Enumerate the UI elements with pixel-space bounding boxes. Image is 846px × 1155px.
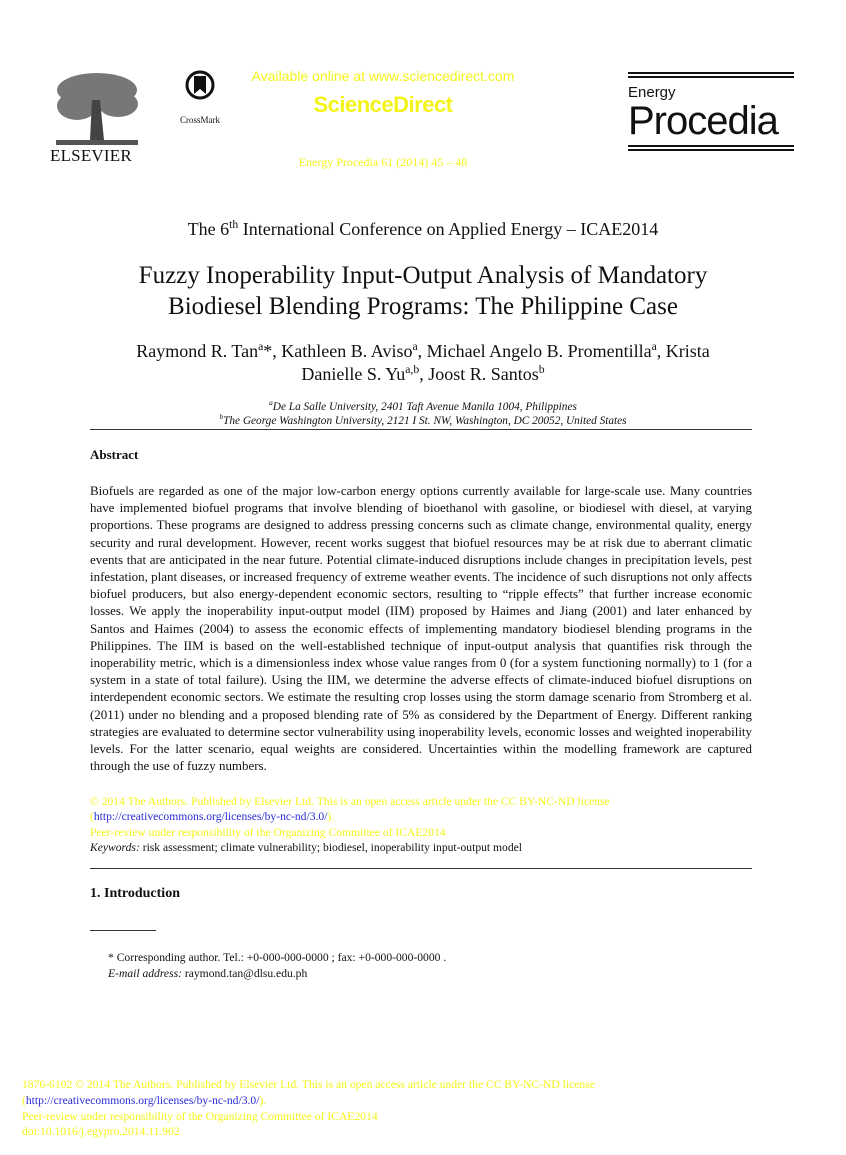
crossmark-badge[interactable]: [170, 70, 230, 125]
publisher-name: ELSEVIER: [50, 146, 132, 165]
paper-title: Fuzzy Inoperability Input-Output Analysis of Mandatory Biodiesel Blending Programs: The Philippine Case: [138, 262, 708, 320]
crossmark-label: CrossMark: [180, 115, 220, 125]
conference-name: The 6th International Conference on Applied Energy – ICAE2014: [187, 218, 659, 239]
sciencedirect-logo: ScienceDirect: [313, 92, 453, 117]
journal-logo: [628, 72, 794, 153]
journal-logo-big: Procedia: [628, 99, 778, 143]
abstract-body: Biofuels are regarded as one of the major low-carbon energy options currently available for large-scale use. Many countries have implemented biofuel programs that involve blending of bioethanol with gasoline, or biodiesel with diesel, at varying proportions. These programs are designed to address pressing concerns such as climate change, environmental quality, energy security and rural development. However, recent works suggest that biofuel resources may be at risk due to aberrant climatic events that are anticipated in the near future. Potential climate-induced disruptions include changes in precipitation levels, pest infestation, plant diseases, or increased frequency of extreme weather events. The incidence of such disruptions not only affects biofuel producers, but also energy-dependent economic sectors, resulting to “ripple effects” that further increase economic losses. We apply the inoperability input-output model (IIM) proposed by Haimes and Jiang (2001) and later enhanced by Santos and Haimes (2004) to assess the economic effects of implementing mandatory biodiesel blending programs in the Philippines. The IIM is based on the well-established technique of input-output analysis that quantifies risk through the inoperability metric, which is a dimensionless index whose value ranges from 0 (for a system functioning normally) to 1 (for a system in a state of total failure). Using the IIM, we determine the adverse effects of climate-induced biofuel disruptions on interdependent economic sectors. We estimate the resulting crop losses using the storm damage scenario from Stromberg et al. (2011) under no blending and a proposed blending rate of 5% as considered by the Department of Energy. Different ranking strategies are evaluated to determine sector vulnerability using inoperability levels, economic losses and weighted inoperability levels. For the latter scenario, equal weights are considered. Uncertainties within the modelling framework are captured through the use of fuzzy numbers.: [90, 483, 752, 774]
journal-reference: Energy Procedia 61 (2014) 45 – 48: [298, 155, 468, 169]
license-block: © 2014 The Authors. Published by Elsevier Ltd. This is an open access article under the CC BY-NC-ND license (http://creativecommons.org/licenses/by-nc-nd/3.0/). Peer-review under responsibility of the Organizing Committee of ICAE2014 Keywords: risk assessment; climate vulnerability; biodiesel, inoperability input-output model: [90, 794, 752, 856]
section-heading: 1. Introduction: [90, 886, 180, 901]
keywords: Keywords: risk assessment; climate vulnerability; biodiesel, inoperability input-output model: [90, 841, 523, 855]
doi[interactable]: doi:10.1016/j.egypro.2014.11.902: [22, 1125, 180, 1139]
page-footer: 1876-6102 © 2014 The Authors. Published by Elsevier Ltd. This is an open access article under the CC BY-NC-ND license (http://creativecommons.org/licenses/by-nc-nd/3.0/). Peer-review under responsibility of the Organizing Committee of ICAE2014 doi:10.1016/j.egypro.2014.11.902: [22, 1078, 595, 1139]
footnote-rule: [90, 930, 156, 931]
email-link[interactable]: raymond.tan@dlsu.edu.ph: [181, 966, 308, 980]
crossmark-icon: [185, 70, 215, 108]
abstract-heading: Abstract: [90, 447, 139, 462]
affiliations: $^a$De La Salle University, 2401 Taft Avenue Manila 1004, Philippines $^b$The George Washington University, 2121 I St. NW, Washington, DC 20052, United States: [219, 398, 627, 427]
available-online-link[interactable]: Available online at www.sciencedirect.com: [251, 68, 515, 84]
footnote: * Corresponding author. Tel.: +0-000-000-0000 ; fax: +0-000-000-0000 . E-mail address: raymond.tan@dlsu.edu.ph: [108, 951, 447, 980]
peer-review-text: Peer-review under responsibility of the Organizing Committee of ICAE2014: [90, 825, 446, 839]
author-list: Raymond R. Tan$^a$*, Kathleen B. Aviso$^a$, Michael Angelo B. Promentilla$^a$, Krista Danielle S. Yu$^{a,b}$, Joost R. Santos$^b$: [136, 340, 710, 384]
license-link[interactable]: http://creativecommons.org/licenses/by-nc-nd/3.0/: [93, 810, 328, 824]
divider: [90, 868, 752, 869]
license-text: © 2014 The Authors. Published by Elsevier Ltd. This is an open access article under the CC BY-NC-ND license: [90, 795, 610, 808]
footer-license-link[interactable]: http://creativecommons.org/licenses/by-nc-nd/3.0/: [25, 1093, 260, 1107]
divider: [90, 429, 752, 430]
journal-logo-small: Energy: [628, 84, 676, 101]
